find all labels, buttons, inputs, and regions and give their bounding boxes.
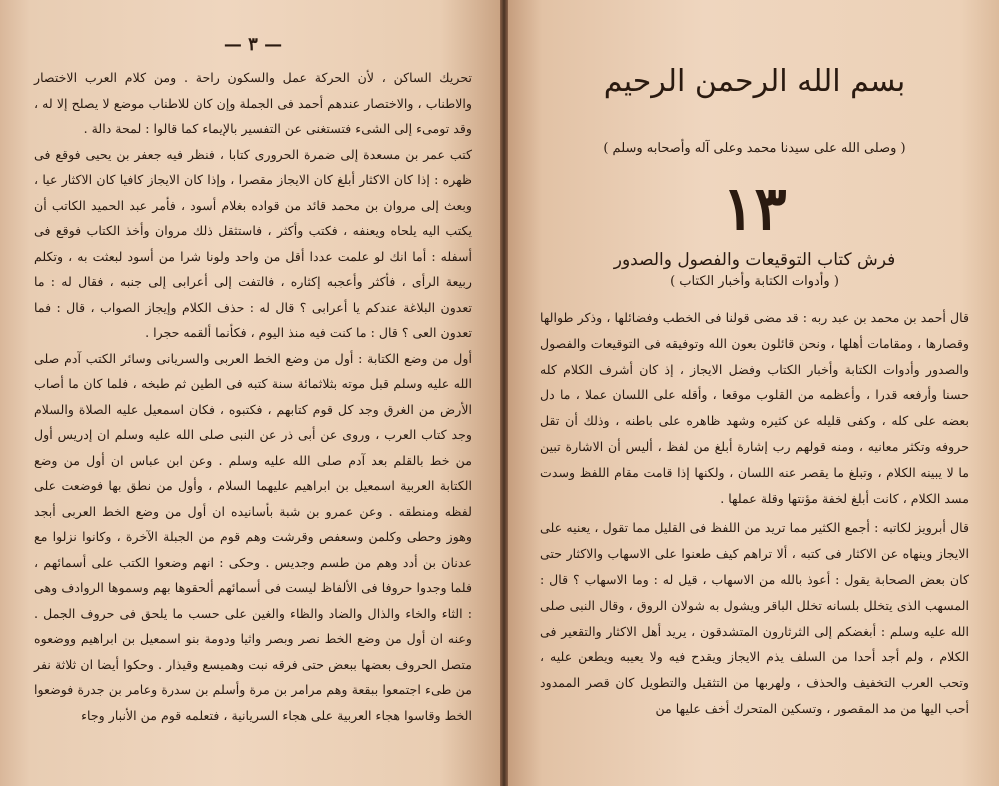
chapter-number: ١٣ bbox=[722, 174, 787, 244]
left-page-text bbox=[34, 65, 472, 728]
paragraph: قال أحمد بن محمد بن عبد ربه : قد مضى قولنا فى الخطب وفضائلها ، وذكر طوالها وقصارها ، ومقامات أهلها ، ونحن قائلون بعون الله وتوفيقه فى التوقيعات والفصول والصدور وأدوات الكتابة وأخبار الكتاب وفضل الايجاز ، إذ كان أشرف الكلام كله حسنا وأرفعه قدرا ، وأعظمه من القلوب موقعا ، وأقله على اللسان عملا ، ما دل بعضه على كله ، وكفى قليله عن كثيره وشهد ظاهره على باطنه ، وذلك أن تقل حروفه وتكثر معانيه ، ومنه قولهم رب إشارة أبلغ من لفظ ، أليس أن الاشارة تبين ما لا يبينه الكلام ، وتبلغ ما يقصر عنه اللسان ، ولكنها إذا قامت مقام اللفظ وسدت مسد الكلام ، كانت أبلغ لخفة مؤنتها وقلة عملها . bbox=[540, 310, 969, 506]
book-gutter bbox=[500, 0, 508, 786]
paragraph: أول من وضع الكتابة : أول من وضع الخط العربى والسريانى وسائر الكتب آدم صلى الله عليه وسلم قبل موته بثلاثمائة سنة كتبه فى الطين ثم طبخه ، فلما كان ما أصاب الأرض من الغرق وجد كل قوم كتابهم ، فكتبوه ، فكان اسمعيل عليه الصلاة والسلام وجد كتاب العرب ، وروى عن أبى ذر عن النبى صلى الله عليه وسلم ان إدريس أول من خط بالقلم بعد آدم صلى الله عليه وسلم . وعن ابن عباس ان أول من وضع الكتابة العربية اسمعيل بن ابراهيم عليهما السلام ، وأول من نطق بها فوضعت على لفظه ومنطقه . وعن عمرو بن شبة بأسانيده ان أول من وضع الخط العربى أبجد وهوز وحطى وكلمن وسعفص وقرشت وهم قوم من الجبلة الآخرة ، وكانوا نزلوا مع عدنان بن أدد وهم من طسم وجديس . وحكى : انهم وضعوا الكتب على أسمائهم ، فلما وجدوا حروفا فى الألفاظ ليست فى أسمائهم ألحقوها بهم وسموها الروادف وهى : الثاء والخاء والذال والضاد والظاء والغين على حسب ما يلحق فى حروف الجمل . وعنه ان أول من وضع الخط نصر وبصر واثيا ودومة بنو اسمعيل بن ابراهيم ووضعوه متصل الحروف بعضها ببعض حتى فرقه نبت وهميسع وقيذار . وحكوا أيضا ان ثلاثة نفر من طىء اجتمعوا ببقعة وهم مرامر بن مرة وأسلم بن سدرة وعامر بن جدرة فوضعوا الخط وقاسوا هجاء العربية على هجاء السريانية ، فتعلمه قوم من الأنبار وجاء bbox=[34, 350, 472, 723]
paragraph: كتب عمر بن مسعدة إلى ضمرة الحرورى كتابا ، فنظر فيه جعفر بن يحيى فوقع فى ظهره : إذا كان الاكثار أبلغ كان الايجاز مقصرا ، وإذا كان الايجاز كافيا كان الاكثار عيا ، وبعث إلى مروان بن محمد قائد من قواده بغلام أسود ، فأمر عبد الحميد الكاتب أن يكتب اليه يلحاه ويعنفه ، فكتب وأكثر ، فاستثقل ذلك مروان وأخذ الكتاب فوقع فى أسفله : أما انك لو علمت عددا أقل من واحد ولونا شرا من أسود لبعثت به ، وتكلم ربيعة الرأى ، فأكثر وأعجبه إكثاره ، فالتفت إلى أعرابى إلى جنبه ، فقال له : ما تعدون البلاغة عندكم يا أعرابى ؟ قال له : حذف الكلام وإيجاز الصواب ، قال : فما تعدون العى ؟ قال : ما كنت فيه منذ اليوم ، فكأنما ألقمه حجرا . bbox=[34, 146, 472, 340]
chapter-subtitle: ( وأدوات الكتابة وأخبار الكتاب ) bbox=[670, 274, 839, 289]
right-page bbox=[508, 0, 999, 786]
salawat-line: ( وصلى الله على سيدنا محمد وعلى آله وأصحابه وسلم ) bbox=[603, 141, 906, 156]
paragraph: قال أبرويز لكاتبه : أجمع الكثير مما تريد من اللفظ فى القليل مما تقول ، يعنيه على الايجاز وينهاه عن الاكثار فى كتبه ، ألا تراهم كيف طعنوا على الاسهاب والاكثار حتى كان بعض الصحابة يقول : أعوذ بالله من الاسهاب ، قيل له : وما الاسهاب ؟ قال : المسهب الذى يتخلل بلسانه تخلل الباقر ويشول به شولان الروق ، وقال النبى صلى الله عليه وسلم : أبغضكم إلى الثرثارون المتشدقون ، يريد أهل الاكثار والتقعير فى الكلام ، ولم أجد أحدا من السلف يذم الايجاز ويقدح فيه ولا يعيبه ويطعن عليه ، وتحب العرب التخفيف والحذف ، ولهربها من التثقيل والتطويل كان قصر الممدود أحب اليها من مد المقصور ، وتسكين المتحرك أخف عليها من bbox=[540, 520, 969, 716]
basmala-heading: بسم الله الرحمن الرحيم bbox=[603, 64, 906, 99]
page-number: — ٣ — bbox=[223, 34, 283, 55]
right-page-text bbox=[540, 305, 969, 722]
chapter-title: فرش كتاب التوقيعات والفصول والصدور bbox=[613, 250, 896, 270]
paragraph: تحريك الساكن ، لأن الحركة عمل والسكون راحة . ومن كلام العرب الاختصار والاطناب ، والاختصار عندهم أحمد فى الجملة وإن كان للاطناب موضع لا يصلح إلا له ، وقد تومىء إلى الشىء فتستغنى عن التفسير بالإيماء كما قالوا : لمحة دالة . bbox=[34, 70, 472, 136]
